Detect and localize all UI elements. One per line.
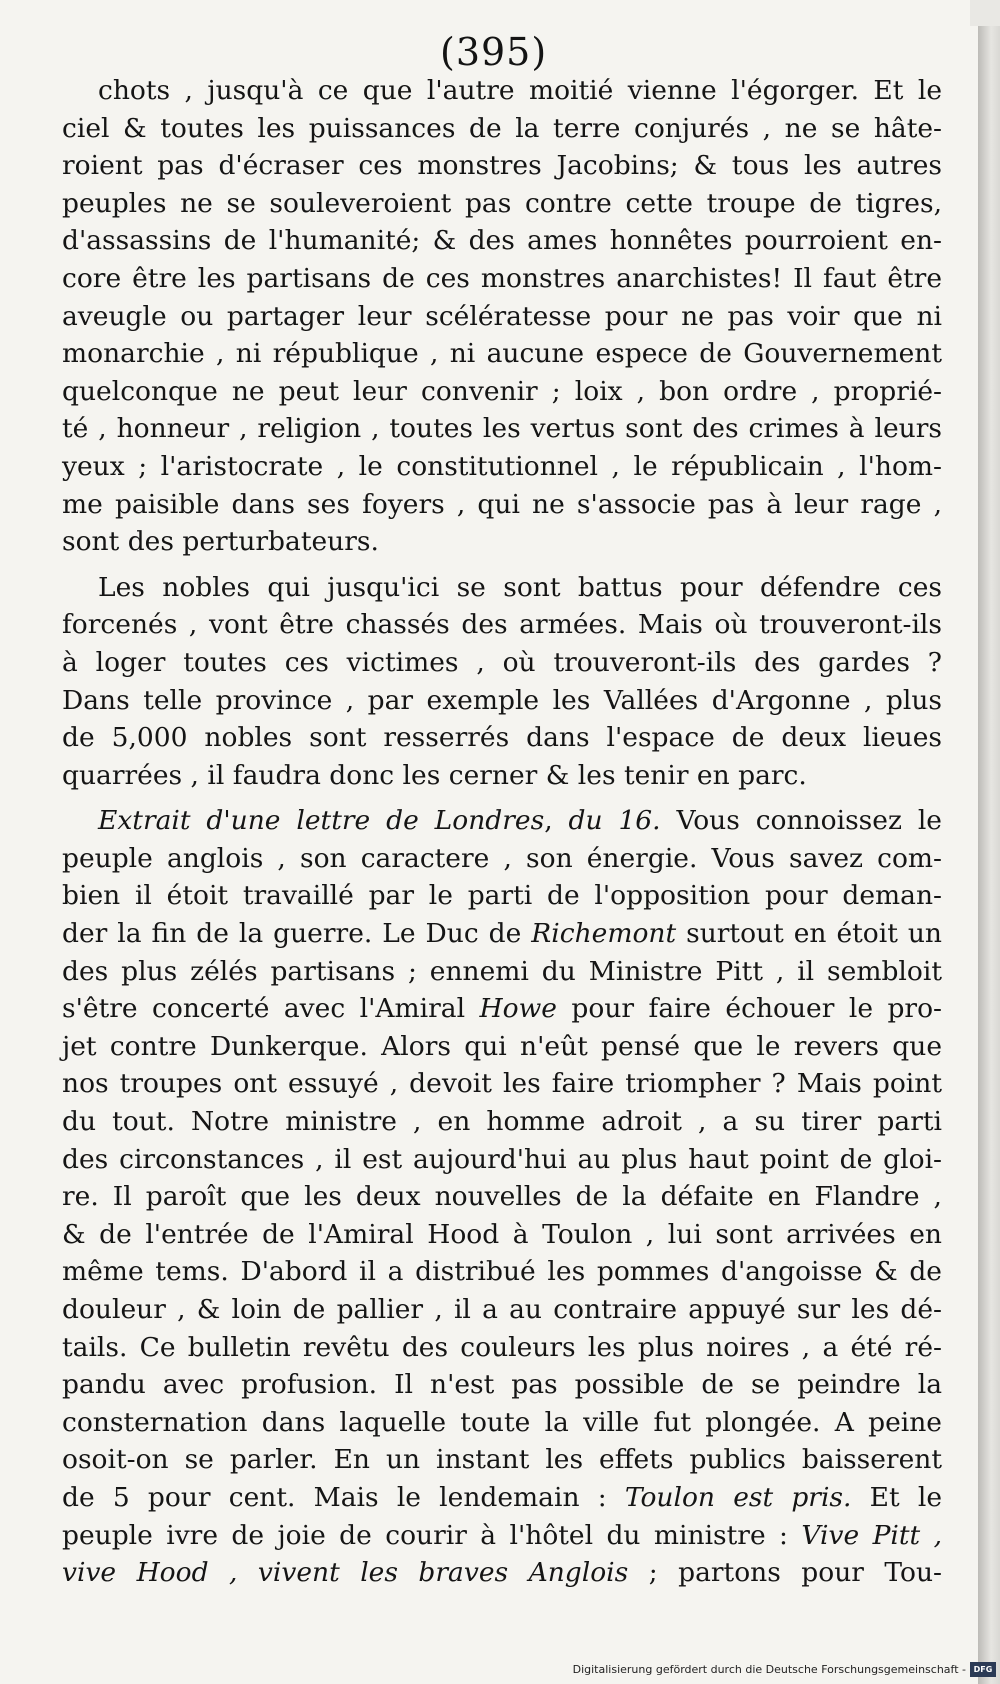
text-line: forcenés , vont être chassés des armées. Mais où trouveront-ils [62,609,942,641]
text-line: de 5,000 nobles sont resserrés dans l'espace de deux lieues [62,722,942,754]
page-number: (395) [440,30,548,74]
text-line: d'assassins de l'humanité; & des ames honnêtes pourroient en- [62,225,942,257]
text-line: core être les partisans de ces monstres anarchistes! Il faut être [62,262,942,294]
binding-gutter [978,0,1000,1684]
text-line: osoit-on se parler. En un instant les effets publics baisserent [62,1444,942,1476]
page-corner [970,0,1000,26]
text-line: pandu avec profusion. Il n'est pas possible de se peindre la [62,1369,942,1401]
text-line: peuples ne se souleveroient pas contre cette troupe de tigres, [62,187,942,219]
text-line: & de l'entrée de l'Amiral Hood à Toulon , lui sont arrivées en [62,1218,942,1250]
text-line: bien il étoit travaillé par le parti de l'opposition pour deman- [62,880,942,912]
text-line: aveugle ou partager leur scélératesse pour ne pas voir que ni [62,300,942,332]
body-text [62,72,942,1592]
text-line: consternation dans laquelle toute la ville fut plongée. A peine [62,1406,942,1438]
text-line: tails. Ce bulletin revêtu des couleurs les plus noires , a été ré- [62,1331,942,1363]
footer-credit: Digitalisierung gefördert durch die Deutsche Forschungsgemeinschaft - [572,1662,966,1676]
text-line: re. Il paroît que les deux nouvelles de la défaite en Flandre , [62,1181,942,1213]
text-line: té , honneur , religion , toutes les vertus sont des crimes à leurs [62,413,942,445]
text-line: peuple ivre de joie de courir à l'hôtel du ministre : Vive Pitt , [62,1519,942,1551]
text-line: s'être concerté avec l'Amiral Howe pour faire échouer le pro- [62,993,942,1025]
text-line: vive Hood , vivent les braves Anglois ; partons pour Tou- [62,1557,942,1589]
text-line: Extrait d'une lettre de Londres, du 16. Vous connoissez le [98,805,942,837]
text-line: quelconque ne peut leur convenir ; loix , bon ordre , proprié- [62,375,942,407]
text-line: du tout. Notre ministre , en homme adroit , a su tirer parti [62,1106,942,1138]
text-line: de 5 pour cent. Mais le lendemain : Toulon est pris. Et le [62,1481,943,1513]
dfg-logo-icon: DFG [970,1662,996,1677]
text-line: jet contre Dunkerque. Alors qui n'eût pensé que le revers que [62,1030,942,1062]
digitization-footer [573,1658,996,1680]
text-line: monarchie , ni république , ni aucune espece de Gouvernement [62,338,942,370]
text-line: yeux ; l'aristocrate , le constitutionnel , le républicain , l'hom- [62,450,942,482]
text-line: peuple anglois , son caractere , son énergie. Vous savez com- [62,842,942,874]
text-line: chots , jusqu'à ce que l'autre moitié vienne l'égorger. Et le [98,75,942,106]
text-line: nos troupes ont essuyé , devoit les faire triompher ? Mais point [62,1068,942,1100]
text-line: der la fin de la guerre. Le Duc de Richemont surtout en étoit un [62,918,942,950]
text-line: Les nobles qui jusqu'ici se sont battus pour défendre ces [98,571,942,603]
text-line: à loger toutes ces victimes , où trouveront-ils des gardes ? [62,646,942,678]
text-line: des circonstances , il est aujourd'hui au plus haut point de gloi- [62,1143,942,1175]
text-line: ciel & toutes les puissances de la terre conjurés , ne se hâte- [62,112,942,144]
text-line: Dans telle province , par exemple les Vallées d'Argonne , plus [62,684,942,716]
text-line: sont des perturbateurs. [62,526,379,558]
text-line: douleur , & loin de pallier , il a au contraire appuyé sur les dé- [62,1294,942,1325]
text-line: même tems. D'abord il a distribué les pommes d'angoisse & de [62,1256,942,1288]
text-line: roient pas d'écraser ces monstres Jacobins; & tous les autres [62,150,942,182]
text-line: quarrées , il faudra donc les cerner & les tenir en parc. [62,759,807,791]
text-line: des plus zélés partisans ; ennemi du Ministre Pitt , il sembloit [62,955,942,987]
text-line: me paisible dans ses foyers , qui ne s'associe pas à leur rage , [62,488,942,520]
